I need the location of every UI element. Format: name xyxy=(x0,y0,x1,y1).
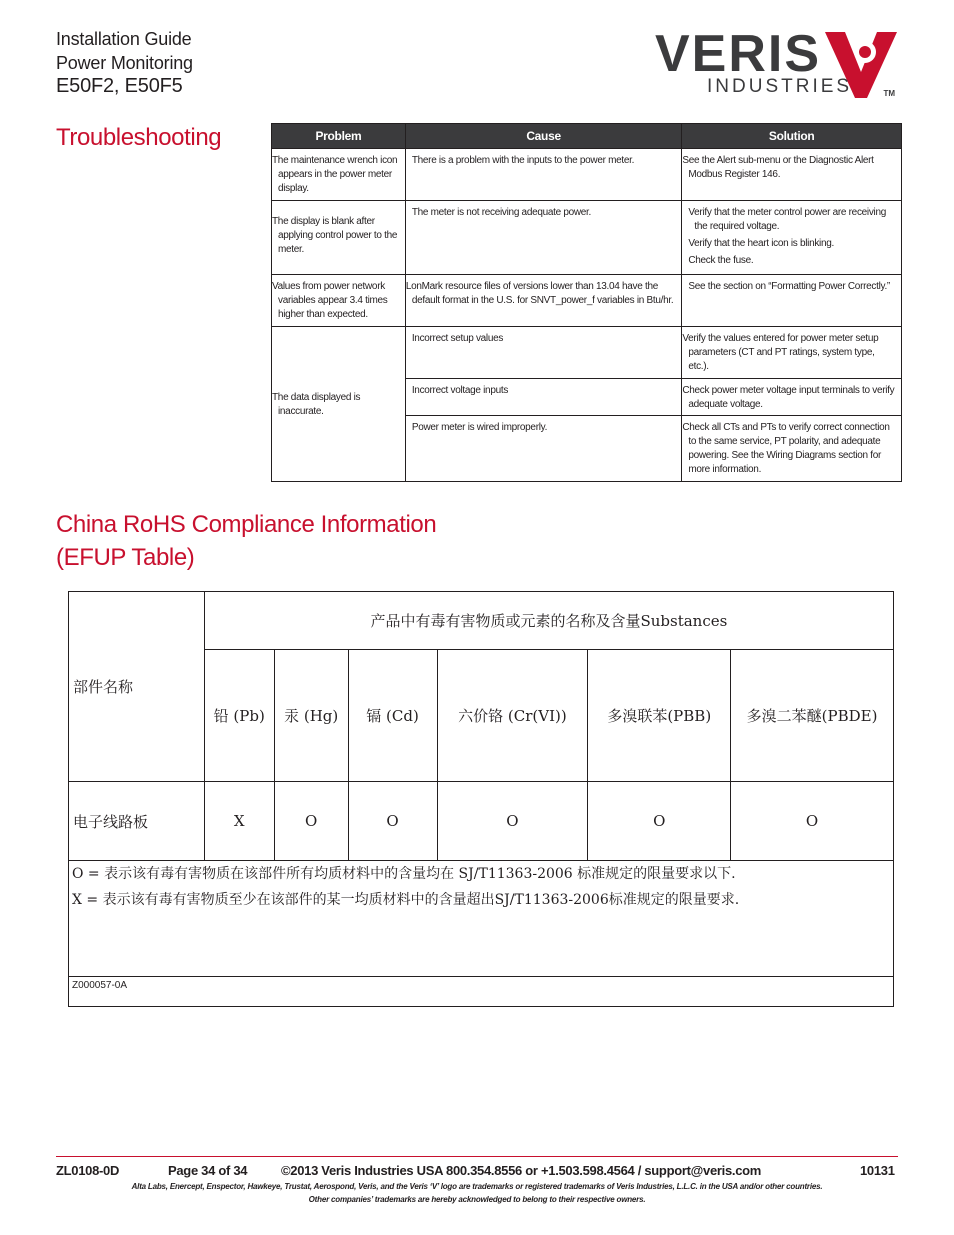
cause-cell: There is a problem with the inputs to the power meter. xyxy=(405,149,682,201)
guide-title: Installation Guide xyxy=(56,29,192,49)
value-cell: O xyxy=(437,782,588,861)
value-cell: O xyxy=(588,782,731,861)
doc-number: ZL0108-0D xyxy=(56,1163,120,1178)
col-header-pbb: 多溴联苯(PBB) xyxy=(588,650,731,782)
rohs-title-line1: China RoHS Compliance Information xyxy=(56,511,437,538)
problem-cell: The data displayed is inaccurate. xyxy=(272,327,406,482)
col-header-cause: Cause xyxy=(405,124,682,149)
note-o: O = 表示该有毒有害物质在该部件所有均质材料中的含量均在 SJ/T11363-2006 标准规定的限量要求以下. xyxy=(72,866,736,882)
note-x: X = 表示该有毒有害物质至少在该部件的某一均质材料中的含量超出SJ/T11363-2006标准规定的限量要求. xyxy=(72,892,740,908)
col-header-pbde: 多溴二苯醚(PBDE) xyxy=(731,650,894,782)
cause-cell: Power meter is wired improperly. xyxy=(405,416,682,482)
footer-divider xyxy=(56,1156,898,1157)
troubleshooting-table xyxy=(271,123,902,482)
value-cell: O xyxy=(731,782,894,861)
table-row xyxy=(272,275,902,327)
solution-cell xyxy=(682,201,902,275)
contact-info: ©2013 Veris Industries USA 800.354.8556 or +1.503.598.4564 / support@veris.com xyxy=(281,1163,762,1178)
col-header-cd: 镉 (Cd) xyxy=(348,650,437,782)
form-code: Z000057-0A xyxy=(69,977,894,1007)
problem-cell: The display is blank after applying control power to the meter. xyxy=(272,201,406,275)
product-line: Power Monitoring xyxy=(56,53,193,73)
rohs-title xyxy=(56,508,436,574)
problem-cell: Values from power network variables appear 3.4 times higher than expected. xyxy=(272,275,406,327)
notes-cell xyxy=(69,861,894,977)
table-row xyxy=(69,782,894,861)
part-name-header: 部件名称 xyxy=(69,592,205,782)
trademark-notice: Alta Labs, Enercept, Enspector, Hawkeye, Trustat, Aerospond, Veris, and the Veris ‘V’ logo are trademarks or registered trademarks of Veris Industries, L.L.C. in the USA and/or other countries. xyxy=(131,1182,823,1191)
col-header-cr: 六价铬 (Cr(VI)) xyxy=(437,650,588,782)
value-cell: O xyxy=(274,782,348,861)
solution-step: Check the fuse. xyxy=(688,255,754,266)
logo-wordmark: VERIS xyxy=(655,25,822,83)
col-header-problem: Problem xyxy=(272,124,406,149)
solution-cell: Check power meter voltage input terminals to verify adequate voltage. xyxy=(682,379,902,416)
cause-cell: The meter is not receiving adequate power. xyxy=(405,201,682,275)
troubleshooting-title: Troubleshooting xyxy=(56,124,222,151)
col-header-pb: 铅 (Pb) xyxy=(204,650,274,782)
model-numbers: E50F2, E50F5 xyxy=(56,75,183,97)
substances-header: 产品中有毒有害物质或元素的名称及含量Substances xyxy=(204,592,893,650)
cause-cell: Incorrect setup values xyxy=(405,327,682,379)
problem-cell: The maintenance wrench icon appears in the power meter display. xyxy=(272,149,406,201)
table-row xyxy=(69,592,894,650)
col-header-hg: 汞 (Hg) xyxy=(274,650,348,782)
page-number: Page 34 of 34 xyxy=(168,1163,248,1178)
table-row xyxy=(272,201,902,275)
table-row xyxy=(69,861,894,977)
date-code: 10131 xyxy=(860,1163,895,1178)
solution-cell: Verify the values entered for power meter setup parameters (CT and PT ratings, system type, etc.). xyxy=(682,327,902,379)
table-header-row xyxy=(272,124,902,149)
table-row xyxy=(69,977,894,1007)
table-row xyxy=(272,149,902,201)
veris-logo xyxy=(655,26,899,102)
rohs-title-line2: (EFUP Table) xyxy=(56,544,195,571)
cause-cell: Incorrect voltage inputs xyxy=(405,379,682,416)
value-cell: X xyxy=(204,782,274,861)
solution-cell: See the Alert sub-menu or the Diagnostic Alert Modbus Register 146. xyxy=(682,149,902,201)
logo-subtitle: INDUSTRIES xyxy=(707,76,853,97)
trademark-notice-2: Other companies’ trademarks are hereby acknowledged to belong to their respective owners. xyxy=(308,1195,646,1204)
efup-table xyxy=(68,591,894,1007)
solution-step: Verify that the meter control power are receiving the required voltage. xyxy=(688,207,886,232)
document-header xyxy=(56,27,193,97)
cause-cell: LonMark resource files of versions lower than 13.04 have the default format in the U.S. for SNVT_power_f variables in Btu/hr. xyxy=(405,275,682,327)
row-label: 电子线路板 xyxy=(69,782,205,861)
col-header-solution: Solution xyxy=(682,124,902,149)
solution-cell: Check all CTs and PTs to verify correct connection to the same service, PT polarity, and adequate powering. See the Wiring Diagrams section for more information. xyxy=(682,416,902,482)
value-cell: O xyxy=(348,782,437,861)
trademark-mark: TM xyxy=(883,89,895,98)
solution-step: Verify that the heart icon is blinking. xyxy=(688,238,834,249)
table-row xyxy=(272,327,902,379)
solution-cell: See the section on “Formatting Power Correctly.” xyxy=(682,275,902,327)
